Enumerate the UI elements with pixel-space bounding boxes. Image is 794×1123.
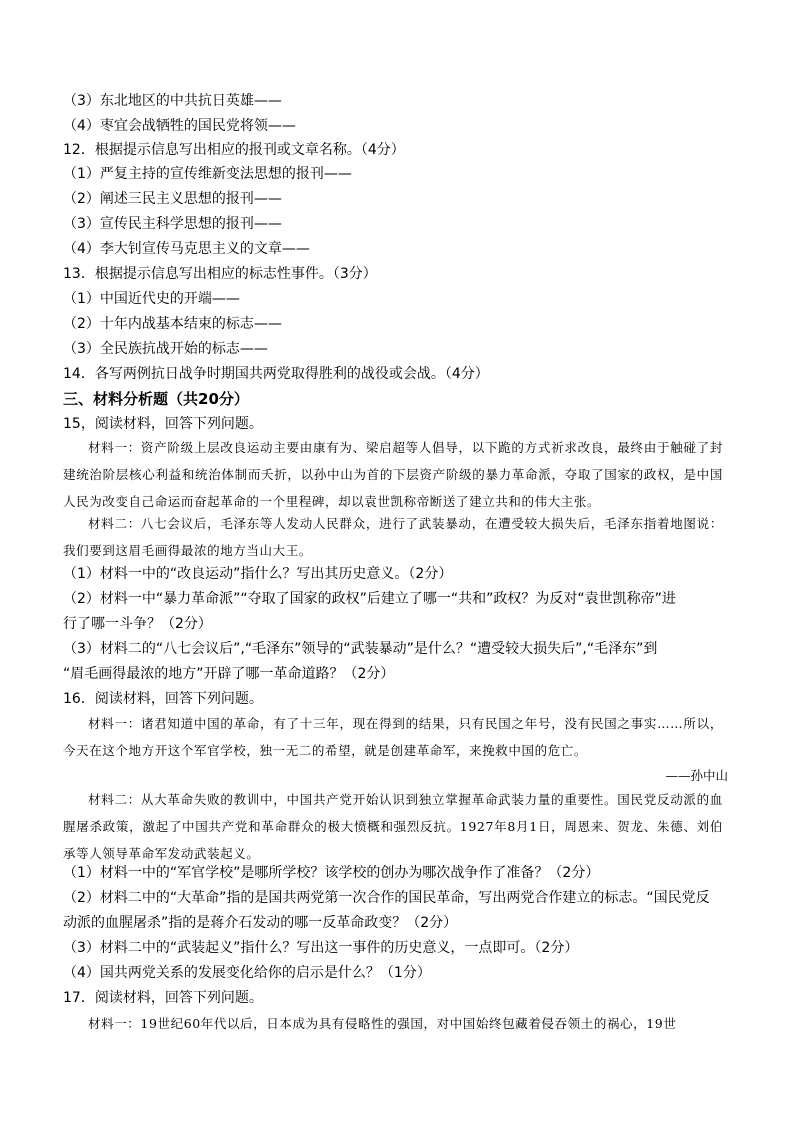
q16-material-2: 材料二：从大革命失败的教训中，中国共产党开始认识到独立掌握革命武装力量的重要性。国民党反动派的血腥屠杀政策，激起了中国共产党和革命群众的极大愤概和强烈反抗。1927年8月1日，周恩来、贺龙、朱德、刘伯承等人领导革命军发动武装起义。 [63, 792, 723, 861]
q15-material-1: 材料一：资产阶级上层改良运动主要由康有为、梁启超等人倡导，以下跪的方式祈求改良，最终由于触碰了封建统治阶层核心利益和统治体制而夭折，以孙中山为首的下层资产阶级的暴力革命派，夺取了国家的政权，是中国人民为改变自己命运而奋起革命的一个里程碑，却以袁世凯称帝断送了建立共和的伟大主张。 [63, 440, 723, 509]
q16-question-3: （3）材料二中的“武装起义”指什么？写出这一事件的历史意义，一点即可。（2分） [63, 940, 579, 956]
q12-title: 12．根据提示信息写出相应的报刊或文章名称。（4分） [63, 142, 405, 158]
q13-item-2: （2）十年内战基本结束的标志—— [63, 316, 282, 332]
q13-item-3: （3）全民族抗战开始的标志—— [63, 341, 268, 357]
q16-question-2b: 动派的血腥屠杀”指的是蒋介石发动的哪一反革命政变？（2分） [63, 915, 458, 931]
q15-question-3b: “眉毛画得最浓的地方”开辟了哪一革命道路？（2分） [63, 666, 395, 682]
q16-question-4: （4）国共两党关系的发展变化给你的启示是什么？（1分） [63, 965, 431, 981]
q17-title: 17．阅读材料，回答下列问题。 [63, 990, 263, 1006]
q15-question-2b: 行了哪一斗争？（2分） [63, 616, 212, 632]
q13-title: 13．根据提示信息写出相应的标志性事件。（3分） [63, 266, 377, 282]
q12-item-2: （2）阐述三民主义思想的报刊—— [63, 191, 282, 207]
q16-signature: ——孙中山 [665, 768, 728, 783]
q16-question-2a: （2）材料二中的“大革命”指的是国共两党第一次合作的国民革命，写出两党合作建立的标志。“国民党反 [63, 890, 710, 906]
q11-item-3: （3）东北地区的中共抗日英雄—— [63, 93, 282, 109]
q14-title: 14．各写两例抗日战争时期国共两党取得胜利的战役或会战。（4分） [63, 366, 489, 382]
q17-material-1: 材料一：19世纪60年代以后，日本成为具有侵略性的强国，对中国始终包藏着侵吞领土的祸心，19世 [88, 1016, 677, 1031]
q15-title: 15，阅读材料，回答下列问题。 [63, 416, 263, 432]
q11-item-4: （4）枣宜会战牺牲的国民党将领—— [63, 118, 296, 134]
q15-question-3a: （3）材料二的“八七会议后”,“毛泽东”领导的“武装暴动”是什么？“遭受较大损失后”,“毛泽东”到 [63, 641, 658, 657]
q16-title: 16．阅读材料，回答下列问题。 [63, 691, 263, 707]
section-3-heading: 三、材料分析题（共20分） [63, 390, 249, 408]
q15-question-1: （1）材料一中的“改良运动”指什么？写出其历史意义。（2分） [63, 566, 453, 582]
q12-item-1: （1）严复主持的宣传维新变法思想的报刊—— [63, 166, 352, 182]
q15-material-2: 材料二：八七会议后，毛泽东等人发动人民群众，进行了武装暴动，在遭受较大损失后，毛泽东指着地图说：我们要到这眉毛画得最浓的地方当山大王。 [63, 516, 723, 558]
q15-question-2a: （2）材料一中“暴力革命派”“夺取了国家的政权”后建立了哪一“共和”政权？为反对“袁世凯称帝”进 [63, 591, 676, 607]
q16-question-1: （1）材料一中的“军官学校”是哪所学校？该学校的创办为哪次战争作了准备？（2分） [63, 865, 600, 881]
q12-item-3: （3）宣传民主科学思想的报刊—— [63, 216, 282, 232]
q12-item-4: （4）李大钊宣传马克思主义的文章—— [63, 241, 310, 257]
q16-material-1: 材料一：诸君知道中国的革命，有了十三年，现在得到的结果，只有民国之年号，没有民国之事实……所以，今天在这个地方开这个军官学校，独一无二的希望，就是创建革命军，来挽救中国的危亡。 [63, 716, 723, 758]
q13-item-1: （1）中国近代史的开端—— [63, 291, 240, 307]
